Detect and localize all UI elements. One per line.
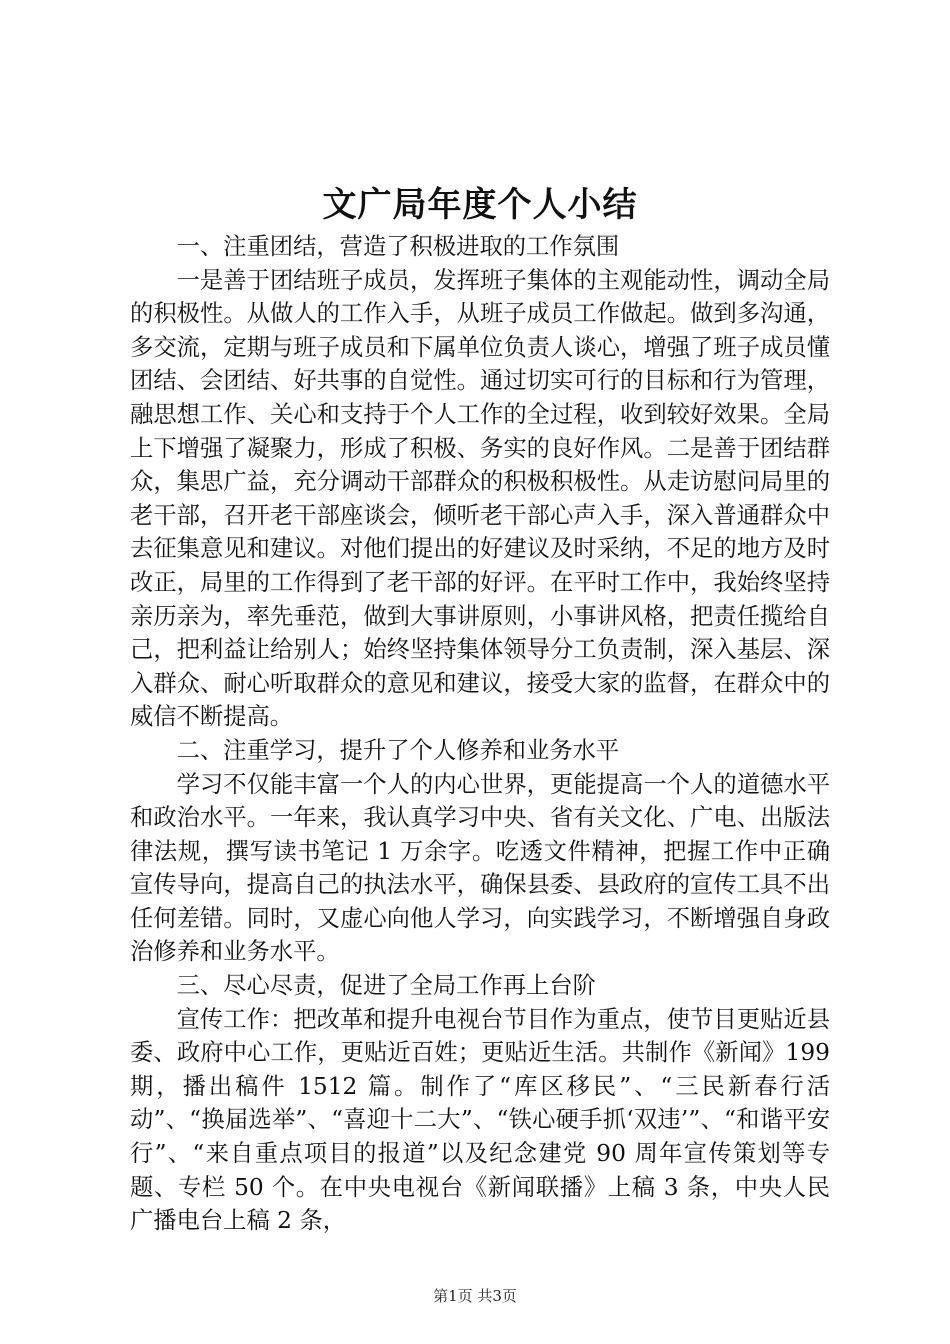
document-title: 文广局年度个人小结	[322, 185, 638, 225]
section-heading-1: 一、注重团结，营造了积极进取的工作氛围	[176, 233, 620, 260]
paragraph-2: 学习不仅能丰富一个人的内心世界，更能提高一个人的道德水平和政治水平。一年来，我认真学习中央、省有关文化、广电、出版法律法规，撰写读书笔记 1 万余字。吃透文件精神，把握工作中正确宣传导向，提高自己的执法水平，确保县委、县政府的宣传工具不出任何差错。同时，又虚心向他人学习，向实践学习，不断增强自身政治修养和业务水平。	[130, 770, 830, 966]
paragraph-3: 宣传工作：把改革和提升电视台节目作为重点，使节目更贴近县委、政府中心工作，更贴近百姓；更贴近生活。共制作《新闻》199 期，播出稿件 1512 篇。制作了“库区移民”、“三民新春行活动”、“换届选举”、“喜迎十二大”、“铁心硬手抓‘双违’”、“和谐平安行”、“来自重点项目的报道”以及纪念建党 90 周年宣传策划等专题、专栏 50 个。在中央电视台《新闻联播》上稿 3 条，中央人民广播电台上稿 2 条，	[130, 1005, 830, 1235]
paragraph-1: 一是善于团结班子成员，发挥班子集体的主观能动性，调动全局的积极性。从做人的工作入手，从班子成员工作做起。做到多沟通，多交流，定期与班子成员和下属单位负责人谈心，增强了班子成员懂团结、会团结、好共事的自觉性。通过切实可行的目标和行为管理，融思想工作、关心和支持于个人工作的全过程，收到较好效果。全局上下增强了凝聚力，形成了积极、务实的良好作风。二是善于团结群众，集思广益，充分调动干部群众的积极积极性。从走访慰问局里的老干部，召开老干部座谈会，倾听老干部心声入手，深入普通群众中去征集意见和建议。对他们提出的好建议及时采纳，不足的地方及时改正，局里的工作得到了老干部的好评。在平时工作中，我始终坚持亲历亲为，率先垂范，做到大事讲原则，小事讲风格，把责任揽给自己，把利益让给别人；始终坚持集体领导分工负责制，深入基层、深入群众、耐心听取群众的意见和建议，接受大家的监督，在群众中的威信不断提高。	[130, 266, 830, 731]
page-footer: 第1页 共3页	[433, 1287, 517, 1305]
section-heading-2: 二、注重学习，提升了个人修养和业务水平	[176, 736, 620, 764]
document-page	[130, 182, 830, 1238]
section-heading-3: 三、尽心尽责，促进了全局工作再上台阶	[176, 972, 596, 1000]
